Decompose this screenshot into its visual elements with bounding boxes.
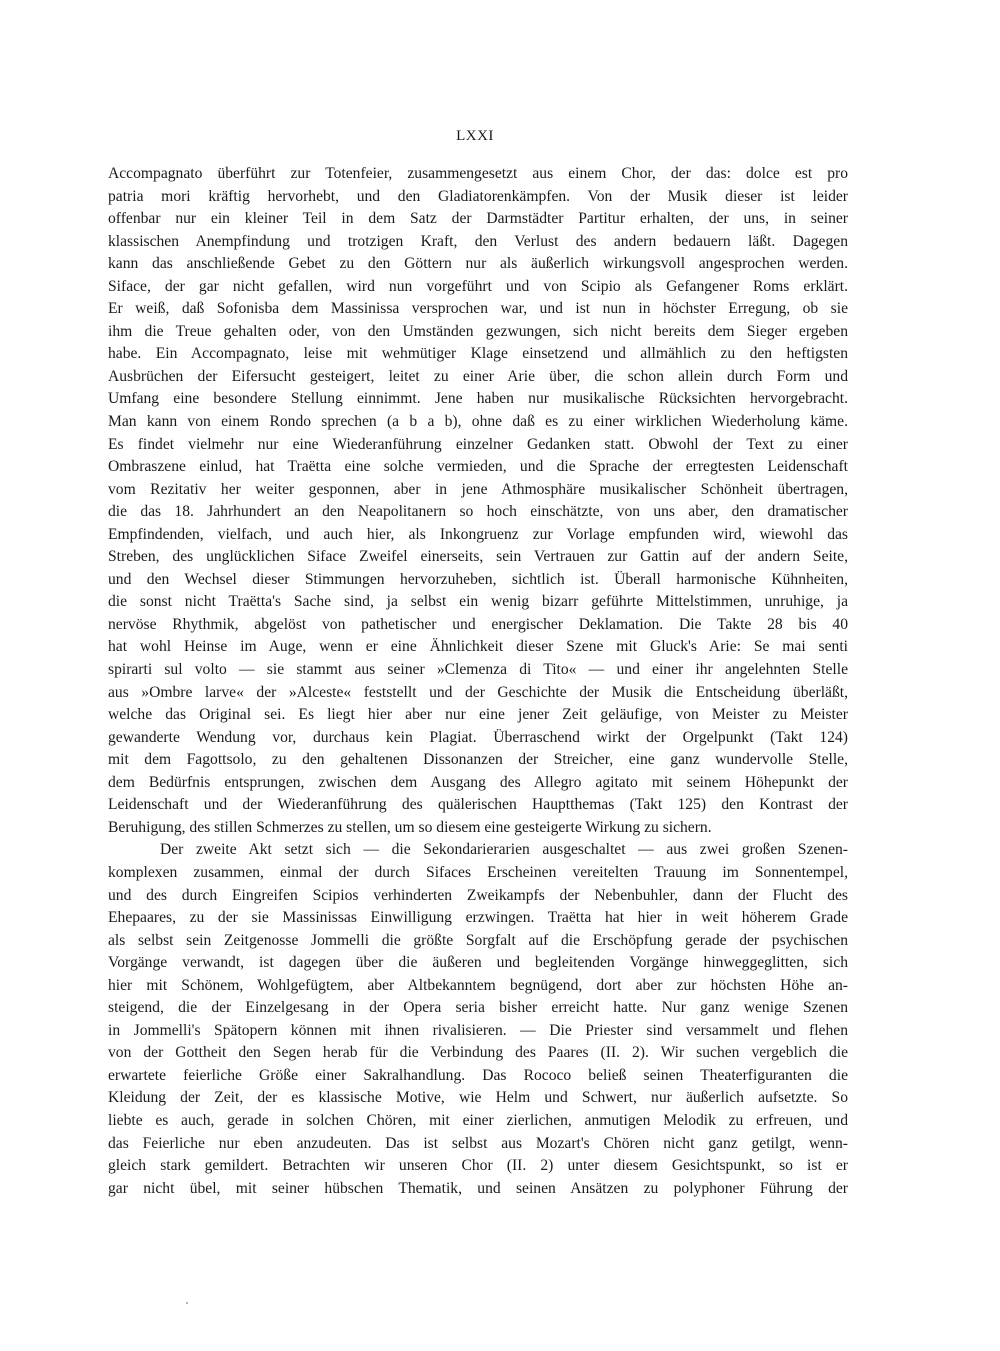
text-line: spirarti sul volto — sie stammt aus seiner »Clemenza di Tito« — und einer ihr angelehnten Stelle [108,661,848,679]
text-line: hier mit Schönem, Wohlgefügtem, aber Altbekanntem begnügend, dort aber zur höchsten Höhe an- [108,976,848,994]
text-line: steigend, die der Einzelgesang in der Opera seria bisher erreicht hatte. Nur ganz wenige Szenen [108,999,848,1017]
text-line: hat wohl Heinse im Auge, wenn er eine Ähnlichkeit dieser Szene mit Gluck's Arie: Se mai senti [108,638,848,656]
text-line: Es findet vielmehr nur eine Wiederanführung einzelner Gedanken statt. Obwohl der Text zu einer [108,435,848,453]
text-line: gewanderte Wendung vor, durchaus kein Plagiat. Überraschend wirkt der Orgelpunkt (Takt 124) [108,728,848,746]
text-line: patria mori kräftig hervorhebt, und den Gladiatorenkämpfen. Von der Musik dieser ist leider [108,187,848,205]
text-line: Siface, der gar nicht gefallen, wird nun vorgeführt und von Scipio als Gefangener Roms erklärt. [108,277,848,295]
text-line: die sonst nicht Traëtta's Sache sind, ja selbst ein wenig bizarr geführte Mittelstimmen, unruhige, ja [108,593,848,611]
text-line: gleich stark gemildert. Betrachten wir unseren Chor (II. 2) unter diesem Gesichtspunkt, so ist er [108,1157,848,1175]
paragraph-2 [108,839,848,1200]
text-line: welche das Original sei. Es liegt hier aber nur eine jener Zeit geläufige, von Meister zu Meister [108,706,848,724]
text-line: die das 18. Jahrhundert an den Neapolitanern so hoch einschätzte, von uns aber, den dramatischer [108,503,848,521]
text-line: erwartete feierliche Größe einer Sakralhandlung. Das Rococo beließ seinen Theaterfiguranten die [108,1066,848,1084]
text-line: und den Wechsel dieser Stimmungen hervorzuheben, sichtlich ist. Überall harmonische Kühnheiten, [108,570,848,588]
text-line: von der Gottheit den Segen herab für die Verbindung des Paares (II. 2). Wir suchen vergeblich die [108,1044,848,1062]
paragraph-1 [108,163,848,839]
text-line: Man kann von einem Rondo sprechen (a b a b), ohne daß es zu einer wirklichen Wiederholung käme. [108,413,848,431]
text-line: ihm die Treue gehalten oder, von den Umständen gezwungen, sich nicht bereits dem Sieger ergeben [108,322,848,340]
text-line: Streben, des unglücklichen Siface Zweifel einerseits, sein Vertrauen zur Gattin auf der andern Seite, [108,548,848,566]
text-line: liebte es auch, gerade in solchen Chören, mit einer zierlichen, anmutigen Melodik zu erfreuen, und [108,1111,848,1129]
text-line: Accompagnato überführt zur Totenfeier, zusammengesetzt aus einem Chor, der das: dolce est pro [108,165,848,182]
text-line: Ausbrüchen der Eifersucht gesteigert, leitet zu einer Arie über, die schon allein durch Form und [108,367,848,385]
text-line: in Jommelli's Spätopern können mit ihnen rivalisieren. — Die Priester sind versammelt und flehen [108,1021,848,1039]
text-line: Er weiß, daß Sofonisba dem Massinissa versprochen war, und ist nun in höchster Erregung, ob sie [108,300,848,318]
page-number: LXXI [456,128,494,144]
text-line: Vorgänge verwandt, ist dagegen über die äußeren und begleitenden Vorgänge hinweggeglitten, sich [108,954,848,972]
text-line: Beruhigung, des stillen Schmerzes zu stellen, um so diesem eine gesteigerte Wirkung zu sichern. [108,818,712,836]
text-line: Umfang eine besondere Stellung einnimmt. Jene haben nur musikalische Rücksichten hervorgebracht. [108,390,848,408]
text-line: habe. Ein Accompagnato, leise mit wehmütiger Klage einsetzend und allmählich zu den heftigsten [108,345,848,363]
text-line: kann das anschließende Gebet zu den Göttern nur als äußerlich wirkungsvoll angesprochen werden. [108,255,848,273]
text-line: Leidenschaft und der Wiederanführung des quälerischen Hauptthemas (Takt 125) den Kontrast der [108,796,848,814]
text-line: dem Bedürfnis entsprungen, zwischen dem Ausgang des Allegro agitato mit seinem Höhepunkt der [108,773,848,791]
text-line: nervöse Rhythmik, abgelöst von pathetischer und energischer Deklamation. Die Takte 28 bis 40 [108,615,848,633]
text-line: das Feierliche nur eben anzudeuten. Das ist selbst aus Mozart's Chören nicht ganz getilgt, wenn- [108,1134,848,1152]
text-line: komplexen zusammen, einmal der durch Sifaces Erscheinen vereitelten Trauung im Sonnentempel, [108,863,848,881]
text-line: offenbar nur ein kleiner Teil in dem Satz der Darmstädter Partitur erhalten, der uns, in seiner [108,210,848,228]
text-line: mit dem Fagottsolo, zu den gehaltenen Dissonanzen der Streicher, eine ganz wundervolle Stelle, [108,751,848,769]
text-line: Kleidung der Zeit, der es klassische Motive, wie Helm und Schwert, nur äußerlich aufsetzte. So [108,1089,848,1107]
text-line: Ehepaares, zu der sie Massinissas Einwilligung erzwingen. Traëtta hat hier in weit höherem Grade [108,909,848,927]
body-text [108,163,848,1200]
text-line: gar nicht übel, mit seiner hübschen Thematik, und seinen Ansätzen zu polyphoner Führung der [108,1179,848,1197]
text-line: Empfindenden, vielfach, und auch hier, als Inkongruenz zur Vorlage empfunden wird, wiewohl das [108,525,848,543]
text-line: Der zweite Akt setzt sich — die Sekondarierarien ausgeschaltet — aus zwei großen Szenen- [160,841,848,859]
text-line: als selbst sein Zeitgenosse Jommelli die größte Sorgfalt auf die Erschöpfung gerade der psychischen [108,931,848,949]
scan-speck [186,1302,188,1304]
text-line: aus »Ombre larve« der »Alceste« feststellt und der Geschichte der Musik die Entscheidung überläßt, [108,683,848,701]
text-line: klassischen Anempfindung und trotzigen Kraft, den Verlust des andern bedauern läßt. Dagegen [108,232,848,250]
text-line: und des durch Eingreifen Scipios verhinderten Zweikampfs der Nebenbuhler, dann der Flucht des [108,886,848,904]
text-line: vom Rezitativ her weiter gesponnen, aber in jene Athmosphäre musikalischer Schönheit übertragen, [108,480,848,498]
text-line: Ombraszene einlud, hat Traëtta eine solche vermieden, und die Sprache der erregtesten Leidenschaft [108,458,848,476]
